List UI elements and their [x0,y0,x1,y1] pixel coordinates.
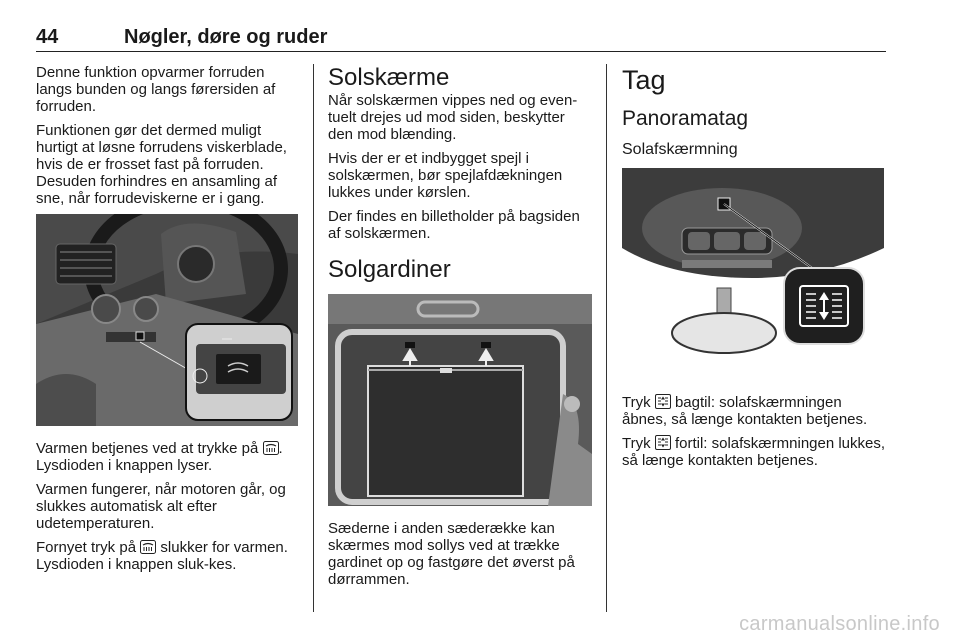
paragraph: Funktionen gør det dermed muligt hurtigt at løsne forrudens viskerblade, hvis de er frosset fast på forruden. Desuden forhindres en ansamling af sne, når forrudeviskerne er i gang. [36,122,287,207]
watermark: carmanualsonline.info [739,613,940,635]
chapter-title: Nøgler, døre og ruder [124,26,328,48]
paragraph: Når solskærmen vippes ned og even-tuelt drejes ud mod siden, beskytter den mod blænding. [328,92,578,143]
paragraph: Tryk bagtil: solafskærmningen åbnes, så længe kontakten betjenes. [622,394,868,428]
paragraph: Denne funktion opvarmer forruden langs bunden og langs førersiden af forruden. [36,64,276,115]
column-middle [328,64,592,595]
sunshade-switch-icon [655,435,671,450]
paragraph: Varmen fungerer, når motoren går, og slukkes automatisk alt efter udetemperaturen. [36,481,286,532]
windscreen-heater-icon [140,540,156,554]
page-number: 44 [36,26,59,48]
paragraph: Sæderne i anden sæderække kan skærmes mod sollys ved at trække gardinet op og fastgøre det øverst på dørrammen. [328,520,575,588]
heading-solafskaermning: Solafskærmning [622,141,738,158]
paragraph: Hvis der er et indbygget spejl i solskærmen, bør spejlafdækningen lukkes under kørslen. [328,150,563,201]
heading-tag: Tag [622,65,666,95]
heading-panoramatag: Panoramatag [622,107,749,130]
heading-solskaerme: Solskærme [328,64,450,91]
rear-window-sunblind-illustration [328,294,592,506]
paragraph: Der findes en billetholder på bagsiden af solskærmen. [328,208,580,242]
heading-solgardiner: Solgardiner [328,256,451,283]
column-divider [606,64,607,612]
sunshade-switch-icon [655,394,671,409]
paragraph: Tryk fortil: solafskærmningen lukkes, så længe kontakten betjenes. [622,435,886,469]
paragraph: Fornyet tryk på slukker for varmen. Lysdioden i knappen sluk-kes. [36,539,288,573]
windscreen-heater-icon [263,441,279,455]
column-right [622,64,888,476]
dashboard-heater-button-illustration [36,214,298,426]
roof-sunshade-switch-illustration [622,168,884,368]
paragraph: Varmen betjenes ved at trykke på . Lysdioden i knappen lyser. [36,440,283,474]
page-header [36,26,886,52]
column-divider [313,64,314,612]
column-left [36,64,298,580]
